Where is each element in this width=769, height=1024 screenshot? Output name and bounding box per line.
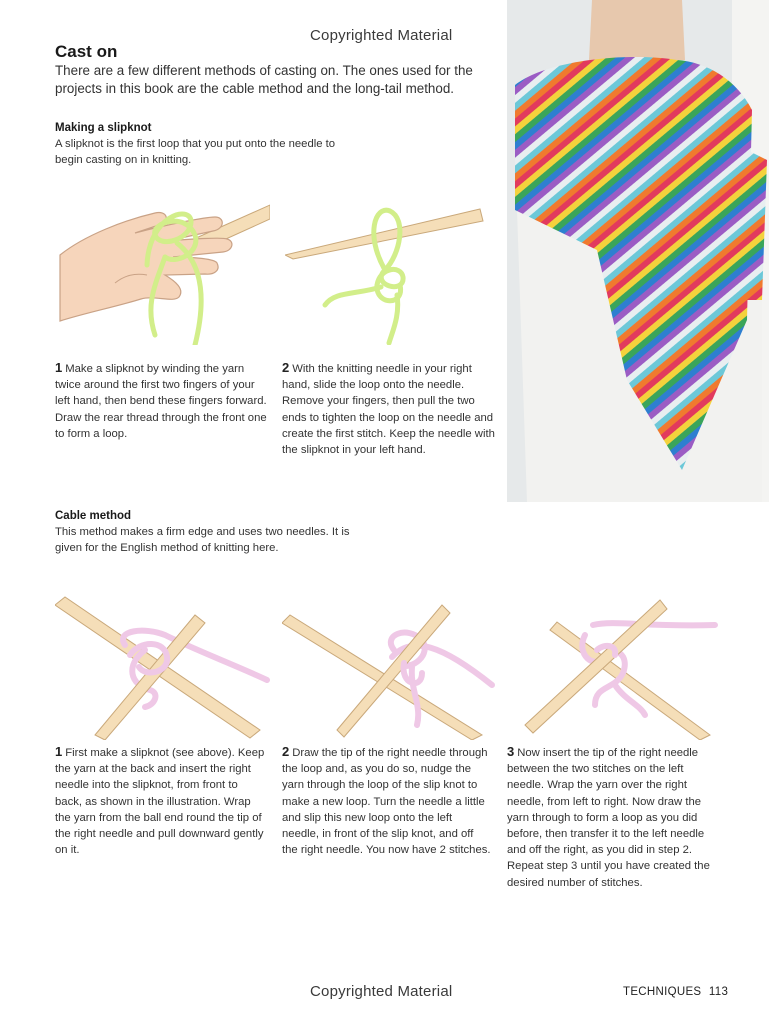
watermark-top: Copyrighted Material <box>310 27 453 44</box>
step-text: First make a slipknot (see above). Keep the yarn at the back and insert the right needle into the slipknot, from front to back, as shown in the illustration. Wrap the yarn from the ball end round the tip of the right needle and pull downward gently on it. <box>55 747 265 857</box>
step-number: 2 <box>282 360 290 375</box>
step-text: With the knitting needle in your right hand, slide the loop onto the needle. Remove your fingers, then pull the two ends to tighten the loop on the needle and create the first stitch. Keep the needle with the slipknot in your left hand. <box>282 363 495 457</box>
watermark-bottom: Copyrighted Material <box>310 983 453 1000</box>
slipknot-description: A slipknot is the first loop that you put onto the needle to begin casting on in knitting. <box>55 138 336 167</box>
heading-making-slipknot: Making a slipknot <box>55 122 152 134</box>
cable-method-description: This method makes a firm edge and uses two needles. It is given for the English method of knitting here. <box>55 526 350 555</box>
slipknot-step-1 <box>55 360 270 442</box>
illustration-cable-step-1 <box>55 595 270 740</box>
step-text: Now insert the tip of the right needle between the two stitches on the left needle. Wrap the yarn over the right needle, from left to right. Now draw the yarn through to form a loop as you did before, then transfer it to the left needle and off the right, as you did in step 2. Repeat step 3 until you have created the desired number of stitches. <box>507 747 710 889</box>
section-title-cast-on: Cast on <box>55 42 118 61</box>
heading-cable-method: Cable method <box>55 510 132 522</box>
photo-striped-shawl <box>507 0 769 502</box>
step-number: 1 <box>55 360 63 375</box>
step-number: 2 <box>282 744 290 759</box>
illustration-hand-slipknot <box>55 195 270 345</box>
cast-on-intro: There are a few different methods of casting on. The ones used for the projects in this book are the cable method and the long-tail method. <box>55 63 473 96</box>
footer-section-name: TECHNIQUES <box>623 986 702 998</box>
cable-step-2 <box>282 744 492 858</box>
step-text: Draw the tip of the right needle through the loop and, as you do so, nudge the yarn through the loop of the slip knot to make a new loop. Turn the needle a little and slip this new loop onto the left needle, in front of the slip knot, and off the right needle. You now have 2 stitches. <box>282 747 491 857</box>
slipknot-step-2 <box>282 360 500 458</box>
cable-step-3 <box>507 744 719 891</box>
page-footer <box>623 986 728 998</box>
illustration-cable-step-2 <box>282 595 497 740</box>
page-number: 113 <box>708 986 729 998</box>
cable-step-1 <box>55 744 267 858</box>
step-number: 1 <box>55 744 63 759</box>
illustration-needle-slipknot <box>285 195 485 345</box>
step-number: 3 <box>507 744 515 759</box>
illustration-cable-step-3 <box>505 595 720 740</box>
step-text: Make a slipknot by winding the yarn twice around the first two fingers of your left hand, then bend these fingers forward. Draw the rear thread through the front one to form a loop. <box>55 363 267 440</box>
